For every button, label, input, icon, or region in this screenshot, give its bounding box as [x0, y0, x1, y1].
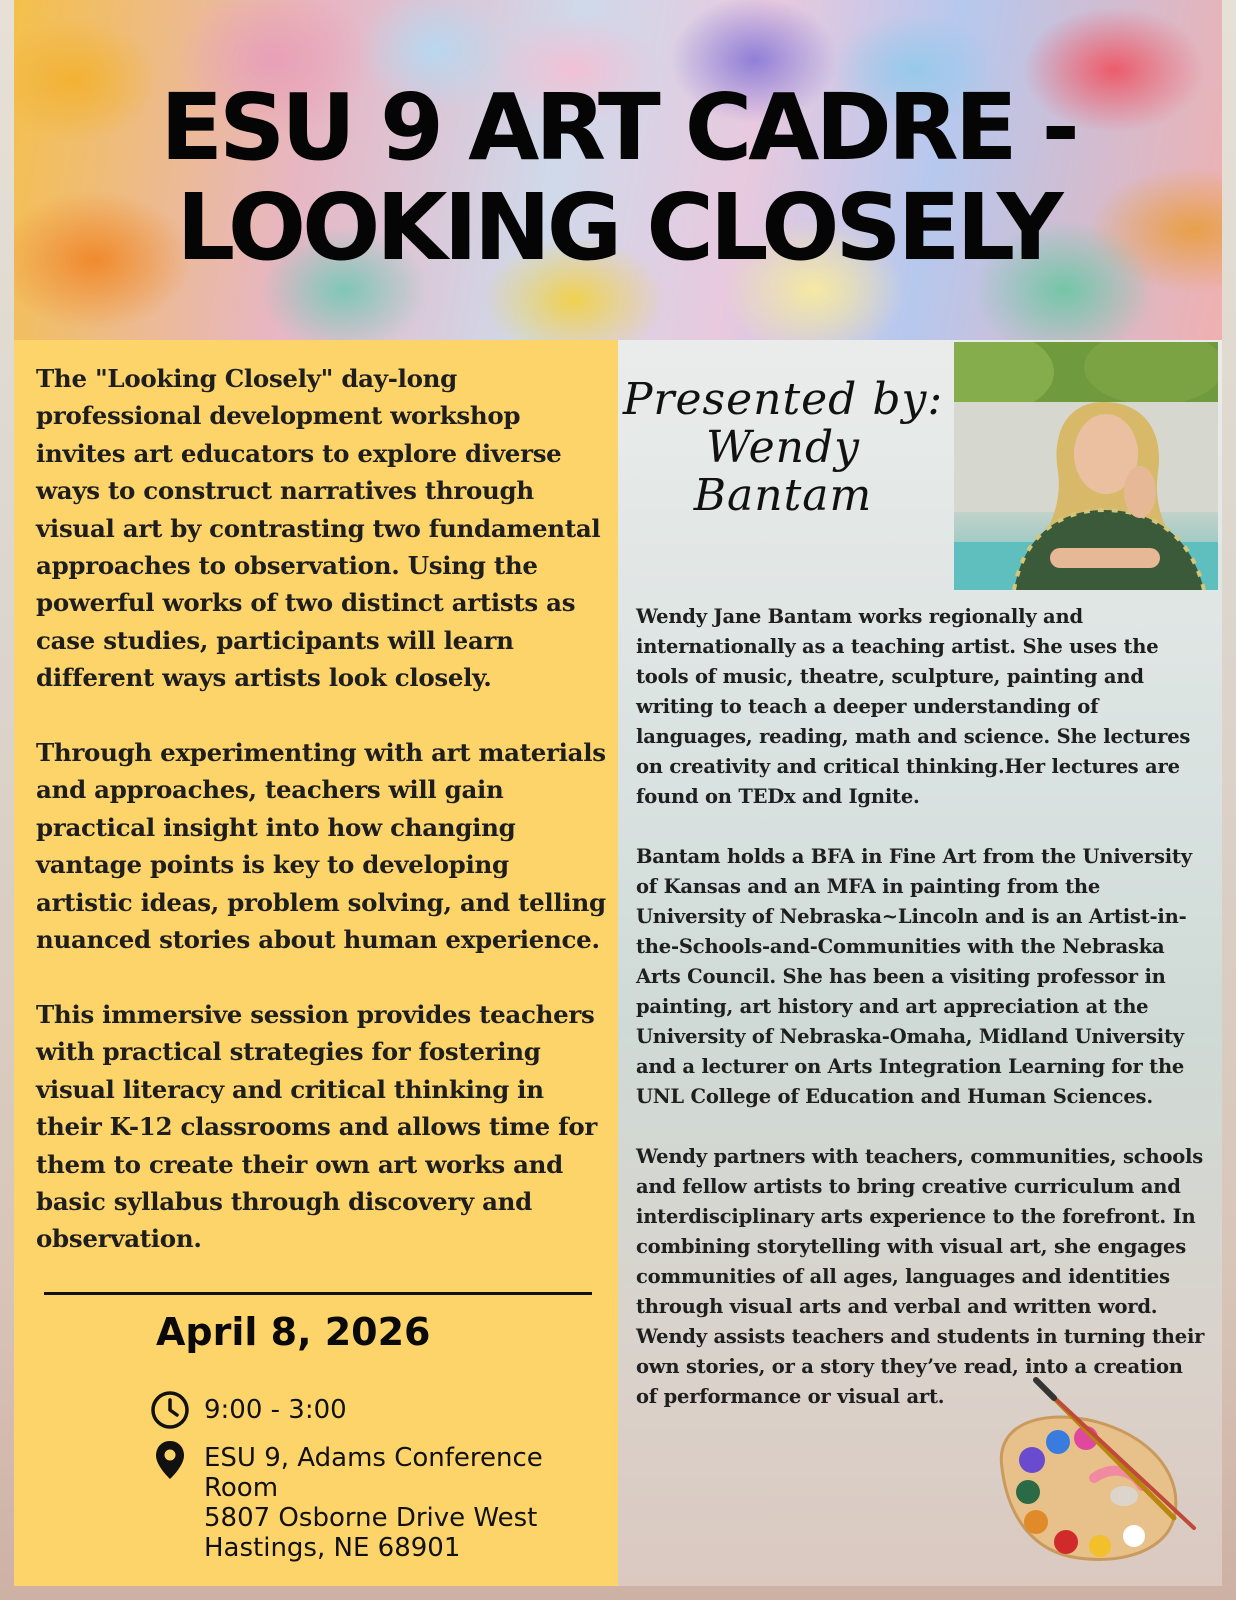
location-line: Room — [204, 1473, 279, 1503]
bio-paragraph: Wendy partners with teachers, communities, schools and fellow artists to bring creative curriculum and interdisciplinary arts experience to the forefront. In combining storytelling with visual art, she engages communities of all ages, languages and identities through visual arts and verbal and written word. Wendy assists teachers and students in turning their own stories, or a story they’ve read, into a creation of performance or visual art. — [636, 1145, 1205, 1408]
presenter-bio — [636, 602, 1206, 1442]
location-line: 5807 Osborne Drive West — [204, 1503, 538, 1533]
header-banner — [14, 0, 1222, 340]
title-line-2: LOOKING CLOSELY — [176, 174, 1060, 281]
event-location-row — [148, 1438, 543, 1563]
presenter-last-name: Bantam — [693, 470, 873, 521]
workshop-description — [36, 360, 611, 1295]
presenter-photo — [954, 342, 1218, 590]
workshop-details-panel — [14, 340, 618, 1586]
event-date: April 8, 2026 — [156, 1310, 431, 1354]
clock-icon — [148, 1388, 192, 1432]
bio-paragraph: Wendy Jane Bantam works regionally and internationally as a teaching artist. She uses the tools of music, theatre, sculpture, painting and writing to teach a deeper understanding of languages, reading, math and science. She lectures on creativity and critical thinking.Her lectures are found on TEDx and Ignite. — [636, 605, 1191, 808]
location-line: Hastings, NE 68901 — [204, 1533, 461, 1563]
paint-palette-icon — [974, 1368, 1204, 1568]
presenter-panel — [618, 340, 1222, 1586]
description-paragraph: This immersive session provides teachers with practical strategies for fostering visual literacy and critical thinking in their K-12 classrooms and allows time for them to create their own art works and basic syllabus through discovery and observation. — [36, 999, 598, 1254]
event-location — [204, 1443, 543, 1563]
presenter-first-name: Wendy — [705, 422, 861, 473]
description-paragraph: Through experimenting with art materials and approaches, teachers will gain practical insight into how changing vantage points is key to developing artistic ideas, problem solving, and telling nuanced stories about human experience. — [36, 738, 606, 955]
description-paragraph: The "Looking Closely" day-long professional development workshop invites art educators to explore diverse ways to construct narratives through visual art by contrasting two fundamental approaches to observation. Using the powerful works of two distinct artists as case studies, participants will learn different ways artists look closely. — [36, 364, 601, 693]
bio-paragraph: Bantam holds a BFA in Fine Art from the University of Kansas and an MFA in painting from the University of Nebraska~Lincoln and is an Artist-in-the-Schools-and-Communities with the Nebraska Arts Council. She has been a visiting professor in painting, art history and art appreciation at the University of Nebraska-Omaha, Midland University and a lecturer on Arts Integration Learning for the UNL College of Education and Human Sciences. — [636, 845, 1192, 1108]
presenter-heading — [618, 376, 948, 520]
event-time: 9:00 - 3:00 — [204, 1395, 347, 1425]
presenter-label: Presented by: — [622, 374, 944, 425]
section-divider — [44, 1292, 592, 1295]
map-pin-icon — [148, 1438, 192, 1482]
presenter-photo-illustration — [954, 342, 1218, 590]
page-title — [14, 74, 1222, 281]
event-time-row — [148, 1388, 347, 1432]
location-line: ESU 9, Adams Conference — [204, 1443, 543, 1473]
title-line-1: ESU 9 ART CADRE - — [160, 74, 1076, 181]
